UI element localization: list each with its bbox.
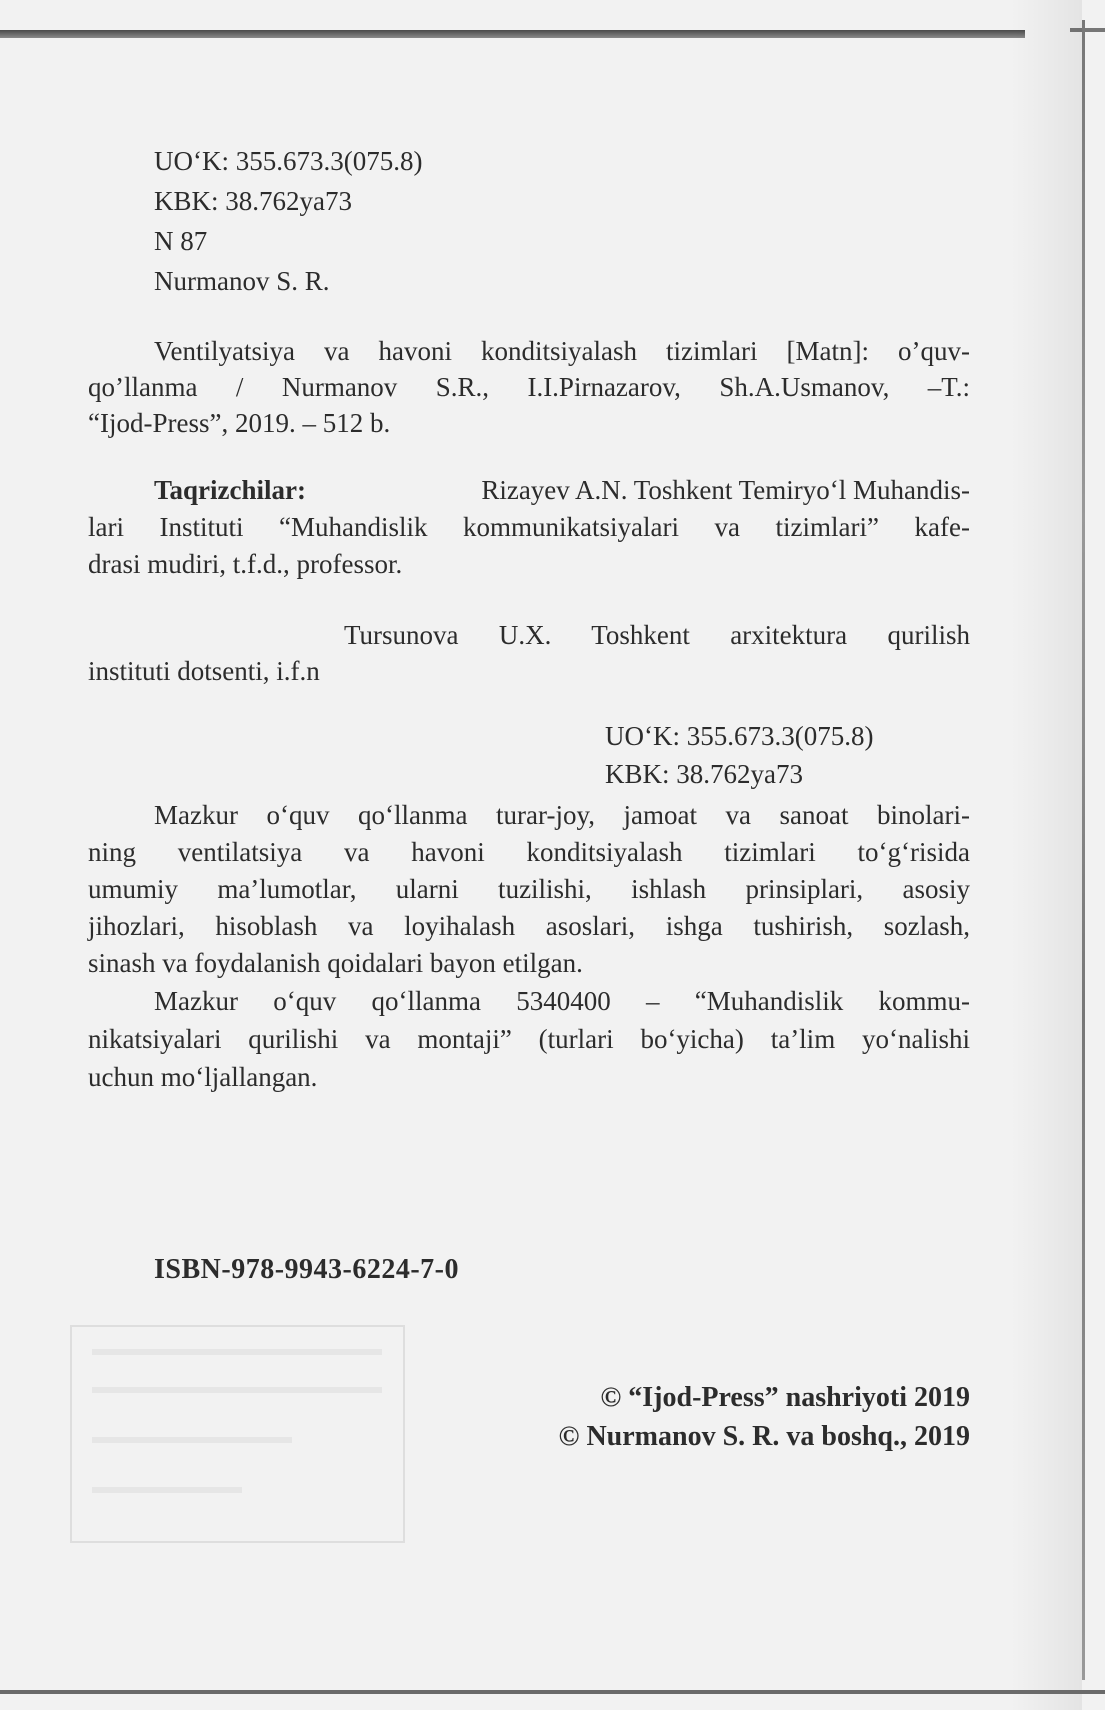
scan-edge-right [1082,20,1085,1680]
scan-edge-bottom [0,1690,1105,1694]
bibliography-line: “Ijod-Press”, 2019. – 512 b. [88,408,391,438]
reviewer-2-line: instituti dotsenti, i.f.n [88,656,320,686]
reviewer-2-line: Tursunova U.X. Toshkent arxitektura qurilish [344,620,970,650]
reviewers-first-line [154,472,970,508]
author-mark: N 87 [154,226,208,256]
faint-library-stamp [70,1325,405,1543]
annotation-line: sinash va foydalanish qoidalari bayon etilgan. [88,948,583,978]
annotation-line: umumiy ma’lumotlar, ularni tuzilishi, ishlash prinsiplari, asosiy [88,874,970,904]
udk-code-repeat: UO‘K: 355.673.3(075.8) [605,721,874,751]
bbk-code: KBK: 38.762ya73 [154,186,352,216]
annotation-line: Mazkur o‘quv qo‘llanma 5340400 – “Muhandislik kommu- [154,986,970,1016]
reviewers-label: Taqrizchilar: [154,475,306,505]
page-gutter-shadow [1010,0,1082,1710]
scan-edge-top [0,30,1025,38]
annotation-line: nikatsiyalari qurilishi va montaji” (turlari bo‘yicha) ta’lim yo‘nalishi [88,1024,970,1054]
annotation-line: ning ventilatsiya va havoni konditsiyalash tizimlari to‘g‘risida [88,837,970,867]
reviewer-1-line: lari Instituti “Muhandislik kommunikatsiyalari va tizimlari” kafe- [88,512,970,542]
udk-code: UO‘K: 355.673.3(075.8) [154,146,423,176]
annotation-line: Mazkur o‘quv qo‘llanma turar-joy, jamoat va sanoat binolari- [154,800,970,830]
copyright-authors: © Nurmanov S. R. va boshq., 2019 [558,1421,970,1452]
bibliography-line: Ventilyatsiya va havoni konditsiyalash tizimlari [Matn]: o’quv- [154,336,970,366]
reviewer-1-name: Rizayev A.N. Toshkent Temiryo‘l Muhandis- [481,475,970,505]
author-name: Nurmanov S. R. [154,266,330,296]
isbn: ISBN-978-9943-6224-7-0 [154,1254,459,1285]
reviewer-1-line: drasi mudiri, t.f.d., professor. [88,549,403,579]
copyright-publisher: © “Ijod-Press” nashriyoti 2019 [600,1382,970,1413]
annotation-line: uchun mo‘ljallangan. [88,1062,318,1092]
bibliography-line: qo’llanma / Nurmanov S.R., I.I.Pirnazarov, Sh.A.Usmanov, –T.: [88,372,970,402]
bbk-code-repeat: KBK: 38.762ya73 [605,759,803,789]
annotation-line: jihozlari, hisoblash va loyihalash asoslari, ishga tushirish, sozlash, [88,911,970,941]
